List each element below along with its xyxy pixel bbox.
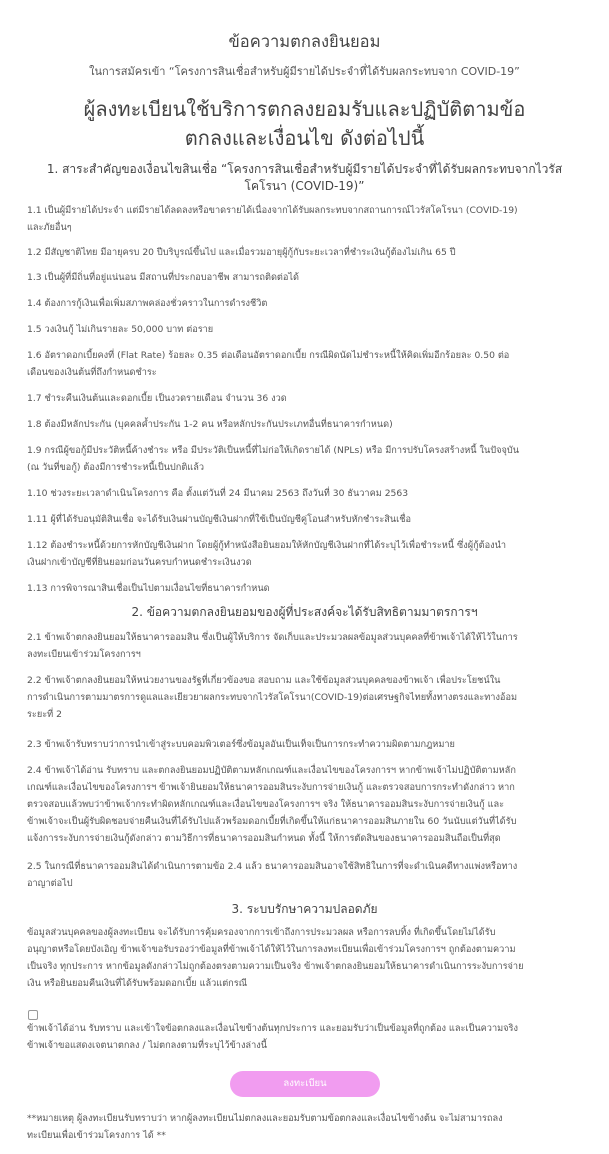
section2-item-5-line-2: อาญาต่อไป <box>27 878 73 889</box>
page-subtitle: ในการสมัครเข้า “โครงการสินเชื่อสำหรับผู้มีรายได้ประจำที่ได้รับผลกระทบจาก COVID-19” <box>89 65 520 78</box>
section2-item-4-line-4: ข้าพเจ้าจะเป็นผู้รับผิดชอบจ่ายคืนเงินที่ได้รับไปแล้วพร้อมดอกเบี้ยที่เกิดขึ้นให้แก่ธนาคารออมสินภายใน 60 วันนับแต่วันที่ได้รับ <box>27 816 517 827</box>
section1-item-11-1: 1.11 ผู้ที่ได้รับอนุมัติสินเชื่อ จะได้รับเงินผ่านบัญชีเงินฝากที่ใช้เป็นบัญชีคู่โอนสำหรับหักชำระสินเชื่อ <box>27 514 412 525</box>
section1-item-3-1: 1.3 เป็นผู้ที่มีถิ่นที่อยู่แน่นอน มีสถานที่ประกอบอาชีพ สามารถติดต่อได้ <box>27 272 299 283</box>
section1-item-8-1: 1.8 ต้องมีหลักประกัน (บุคคลค้ำประกัน 1-2 คน หรือหลักประกันประเภทอื่นที่ธนาคารกำหนด) <box>27 419 393 430</box>
section2-item-3-line-1: 2.3 ข้าพเจ้ารับทราบว่าการนำเข้าสู่ระบบคอมพิวเตอร์ซึ่งข้อมูลอันเป็นเท็จเป็นการกระทำความผิดตามกฎหมาย <box>27 739 455 750</box>
section1-item-9-2: (ณ วันที่ขอกู้) ต้องมีการชำระหนี้เป็นปกติแล้ว <box>27 462 204 473</box>
section1-item-5-1: 1.5 วงเงินกู้ ไม่เกินรายละ 50,000 บาท ต่อราย <box>27 324 214 335</box>
section1-item-6-1: 1.6 อัตราดอกเบี้ยคงที่ (Flat Rate) ร้อยละ 0.35 ต่อเดือนอัตราดอกเบี้ย กรณีผิดนัดไม่ชำระหนี้ให้คิดเพิ่มอีกร้อยละ 0.50 ต่อ <box>27 350 510 361</box>
section1-item-13-1: 1.13 การพิจารณาสินเชื่อเป็นไปตามเงื่อนไขที่ธนาคารกำหนด <box>27 583 270 594</box>
section3-heading: 3. ระบบรักษาความปลอดภัย <box>231 902 378 916</box>
section1-item-7-1: 1.7 ชำระคืนเงินต้นและดอกเบี้ย เป็นงวดรายเดือน จำนวน 36 งวด <box>27 393 287 404</box>
section1-heading-line-2: โคโรนา (COVID-19)” <box>244 179 365 193</box>
page-title: ข้อความตกลงยินยอม <box>228 32 381 51</box>
section2-item-5-line-1: 2.5 ในกรณีที่ธนาคารออมสินได้ดำเนินการตามข้อ 2.4 แล้ว ธนาคารออมสินอาจใช้สิทธิในการที่จะดำเนินคดีทางแพ่งหรือทาง <box>27 861 518 872</box>
section2-item-1-line-2: ลงทะเบียนเข้าร่วมโครงการฯ <box>27 649 141 660</box>
section1-item-10-1: 1.10 ช่วงระยะเวลาดำเนินโครงการ คือ ตั้งแต่วันที่ 24 มีนาคม 2563 ถึงวันที่ 30 ธันวาคม 2563 <box>27 488 409 499</box>
section2-item-2-line-3: ระยะที่ 2 <box>27 709 63 720</box>
section3-line-4: เงิน หรือยินยอมคืนเงินที่ได้รับพร้อมดอกเบี้ย แล้วแต่กรณี <box>27 978 248 989</box>
section2-heading: 2. ข้อความตกลงยินยอมของผู้ที่ประสงค์จะได้รับสิทธิตามมาตรการฯ <box>131 605 478 619</box>
section1-item-9-1: 1.9 กรณีผู้ขอกู้มีประวัติหนี้ค้างชำระ หรือ มีประวัติเป็นหนี้ที่ไม่ก่อให้เกิดรายได้ (NPLs) หรือ มีการปรับโครงสร้างหนี้ ในปัจจุบัน <box>27 445 519 456</box>
section3-line-2: อนุญาตหรือโดยบังเอิญ ข้าพเจ้าขอรับรองว่าข้อมูลที่ข้าพเจ้าได้ให้ไว้ในการลงทะเบียนเพื่อเข้าร่วมโครงการฯ ถูกต้องตามความ <box>27 944 516 955</box>
note-line-1: **หมายเหตุ ผู้ลงทะเบียนรับทราบว่า หากผู้ลงทะเบียนไม่ตกลงและยอมรับตามข้อตกลงและเงื่อนไขข้างต้น จะไม่สามารถลง <box>27 1113 503 1124</box>
consent-checkbox[interactable] <box>28 1010 38 1020</box>
section1-item-12-2: เงินฝากเข้าบัญชีที่ยินยอมก่อนวันครบกำหนดชำระเงินงวด <box>27 557 252 568</box>
section2-item-2-line-1: 2.2 ข้าพเจ้าตกลงยินยอมให้หน่วยงานของรัฐที่เกี่ยวข้องขอ สอบถาม และใช้ข้อมูลส่วนบุคคลของข้าพเจ้า เพื่อประโยชน์ใน <box>27 675 501 686</box>
section1-heading-line-1: 1. สาระสำคัญของเงื่อนไขสินเชื่อ “โครงการสินเชื่อสำหรับผู้มีรายได้ประจำที่ได้รับผลกระทบจากไวรัส <box>46 162 563 176</box>
section1-item-6-2: เดือนของเงินต้นที่ถึงกำหนดชำระ <box>27 367 157 378</box>
note-line-2: ทะเบียนเพื่อเข้าร่วมโครงการ ได้ ** <box>27 1130 166 1141</box>
section2-item-1-line-1: 2.1 ข้าพเจ้าตกลงยินยอมให้ธนาคารออมสิน ซึ่งเป็นผู้ให้บริการ จัดเก็บและประมวลผลข้อมูลส่วนบุคคลที่ข้าพเจ้าได้ให้ไว้ในการ <box>27 632 518 643</box>
section1-item-1-1: 1.1 เป็นผู้มีรายได้ประจำ แต่มีรายได้ลดลงหรือขาดรายได้เนื่องจากได้รับผลกระทบจากสถานการณ์ไวรัสโคโรนา (COVID-19) <box>27 205 518 216</box>
section2-item-4-line-2: เกณฑ์และเงื่อนไขของโครงการฯ ข้าพเจ้ายินยอมให้ธนาคารออมสินระงับการจ่ายเงินกู้ และตรวจสอบการกระทำดังกล่าว หาก <box>27 782 515 793</box>
section3-line-1: ข้อมูลส่วนบุคคลของผู้ลงทะเบียน จะได้รับการคุ้มครองจากการเข้าถึงการประมวลผล หรือการลบทิ้ง ที่เกิดขึ้นโดยไม่ได้รับ <box>27 927 496 938</box>
headline-line-1: ผู้ลงทะเบียนใช้บริการตกลงยอมรับและปฏิบัติตามข้อ <box>83 97 526 121</box>
section1-item-12-1: 1.12 ต้องชำระหนี้ด้วยการหักบัญชีเงินฝาก โดยผู้กู้ทำหนังสือยินยอมให้หักบัญชีเงินฝากที่ได้ระบุไว้เพื่อชำระหนี้ ซึ่งผู้กู้ต้องนำ <box>27 540 507 551</box>
consent-text-line-2: ข้าพเจ้าขอแสดงเจตนาตกลง / ไม่ตกลงตามที่ระบุไว้ข้างล่างนี้ <box>27 1040 267 1051</box>
headline-line-2: ตกลงและเงื่อนไข ดังต่อไปนี้ <box>184 126 425 150</box>
section1-item-4-1: 1.4 ต้องการกู้เงินเพื่อเพิ่มสภาพคล่องชั่วคราวในการดำรงชีวิต <box>27 298 268 309</box>
section2-item-4-line-5: แจ้งการระงับการจ่ายเงินกู้ดังกล่าว ตามวิธีการที่ธนาคารออมสินกำหนด ทั้งนี้ ให้การตัดสินของธนาคารออมสินถือเป็นที่สุด <box>27 833 501 844</box>
section2-item-4-line-1: 2.4 ข้าพเจ้าได้อ่าน รับทราบ และตกลงยินยอมปฏิบัติตามหลักเกณฑ์และเงื่อนไขของโครงการฯ หากข้าพเจ้าไม่ปฏิบัติตามหลัก <box>27 765 516 776</box>
section2-item-2-line-2: การดำเนินการตามมาตรการดูแลและเยียวยาผลกระทบจากไวรัสโคโรนา(COVID-19)ต่อเศรษฐกิจไทยทั้งทางตรงและทางอ้อม <box>27 692 518 703</box>
section1-item-2-1: 1.2 มีสัญชาติไทย มีอายุครบ 20 ปีบริบูรณ์ขึ้นไป และเมื่อรวมอายุผู้กู้กับระยะเวลาที่ชำระเงินกู้ต้องไม่เกิน 65 ปี <box>27 247 456 258</box>
section1-item-1-2: และภัยอื่นๆ <box>27 222 72 233</box>
section2-item-4-line-3: ตรวจสอบแล้วพบว่าข้าพเจ้ากระทำผิดหลักเกณฑ์และเงื่อนไขของโครงการฯ จริง ให้ธนาคารออมสินระงับการจ่ายเงินกู้ และ <box>27 799 505 810</box>
register-button[interactable]: ลงทะเบียน <box>230 1071 380 1097</box>
section3-line-3: เป็นจริง ทุกประการ หากข้อมูลดังกล่าวไม่ถูกต้องตรงตามความเป็นจริง ข้าพเจ้าตกลงยินยอมให้ธนาคารดำเนินการระงับการจ่าย <box>27 961 524 972</box>
consent-text-line-1: ข้าพเจ้าได้อ่าน รับทราบ และเข้าใจข้อตกลงและเงื่อนไขข้างต้นทุกประการ และยอมรับว่าเป็นข้อมูลที่ถูกต้อง และเป็นความจริง <box>27 1023 518 1034</box>
